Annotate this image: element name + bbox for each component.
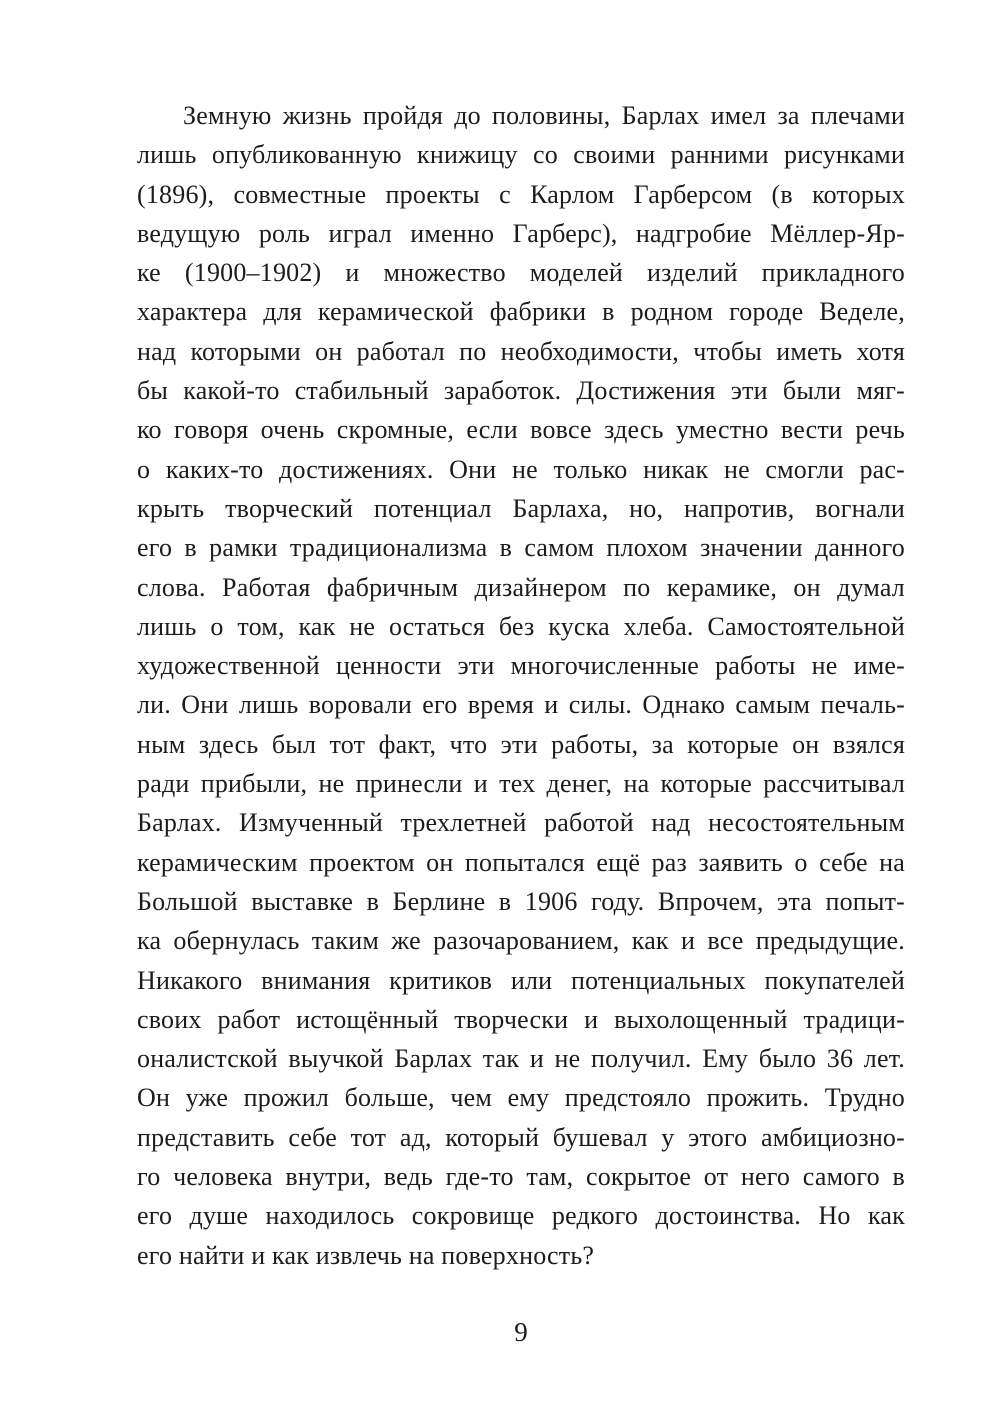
paragraph-line: Никакого внимания критиков или потенциальных покупателей [137, 965, 905, 995]
paragraph-line: характера для керамической фабрики в родном городе Веделе, [137, 297, 905, 327]
paragraph-line: представить себе тот ад, который бушевал у этого амбициозно- [137, 1122, 905, 1152]
paragraph-line: го человека внутри, ведь где-то там, сокрытое от него самого в [137, 1162, 905, 1192]
paragraph-line: Барлах. Измученный трехлетней работой над несостоятельным [137, 808, 905, 838]
paragraph-line: Земную жизнь пройдя до половины, Барлах имел за плечами [183, 101, 905, 130]
paragraph-line: о каких-то достижениях. Они не только никак не смогли рас- [137, 454, 905, 484]
paragraph-line: над которыми он работал по необходимости, чтобы иметь хотя [137, 336, 905, 366]
paragraph-line: его душе находилось сокровище редкого достоинства. Но как [137, 1201, 905, 1231]
paragraph-line: лишь о том, как не остаться без куска хлеба. Самостоятельной [137, 611, 905, 641]
paragraph-line: ко говоря очень скромные, если вовсе здесь уместно вести речь [137, 415, 905, 445]
paragraph-line: его найти и как извлечь на поверхность? [137, 1240, 595, 1270]
paragraph-line: ради прибыли, не принесли и тех денег, на которые рассчитывал [137, 769, 905, 799]
paragraph-line: ка обернулась таким же разочарованием, как и все предыдущие. [137, 926, 905, 956]
paragraph-line: Большой выставке в Берлине в 1906 году. Впрочем, эта попыт- [137, 886, 905, 916]
paragraph-line: оналистской выучкой Барлах так и не получил. Ему было 36 лет. [137, 1044, 905, 1074]
paragraph-line: Он уже прожил больше, чем ему предстояло прожить. Трудно [137, 1083, 905, 1113]
paragraph-line: (1896), совместные проекты с Карлом Гарберсом (в которых [137, 179, 905, 209]
paragraph-line: художественной ценности эти многочисленные работы не име- [137, 651, 905, 681]
paragraph-line: ведущую роль играл именно Гарберс), надгробие Мёллер-Яр- [137, 218, 905, 248]
paragraph-line: бы какой-то стабильный заработок. Достижения эти были мяг- [137, 376, 905, 406]
paragraph-line: лишь опубликованную книжицу со своими ранними рисунками [137, 140, 905, 170]
paragraph-line: ли. Они лишь воровали его время и силы. Однако самым печаль- [137, 690, 905, 720]
paragraph-line: слова. Работая фабричным дизайнером по керамике, он думал [137, 572, 905, 602]
page-number: 9 [514, 1317, 528, 1347]
paragraph-line: крыть творческий потенциал Барлаха, но, напротив, вогнали [137, 493, 905, 523]
paragraph-line: ке (1900–1902) и множество моделей изделий прикладного [137, 258, 905, 288]
paragraph-line: керамическим проектом он попытался ещё раз заявить о себе на [137, 847, 905, 877]
paragraph-line: ным здесь был тот факт, что эти работы, за которые он взялся [137, 729, 905, 759]
paragraph-line: своих работ истощённый творчески и выхолощенный традици- [137, 1004, 905, 1034]
paragraph-line: его в рамки традиционализма в самом плохом значении данного [137, 533, 905, 563]
paragraph [137, 96, 905, 1275]
